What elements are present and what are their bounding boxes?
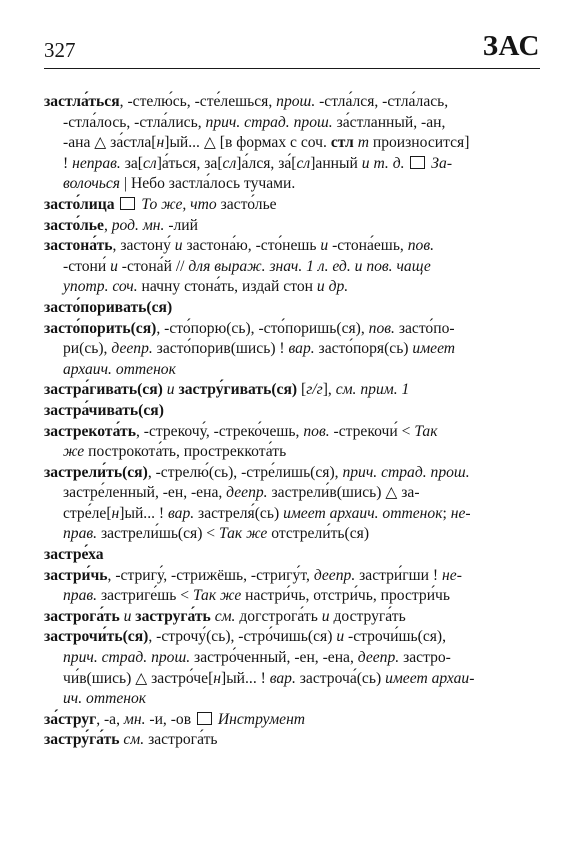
entry-line (44, 524, 540, 545)
entry-text: , -стригу́, -стрижёшь, -стригу́т, (107, 566, 314, 584)
entry-line (44, 401, 540, 422)
entry-text: засто́поря(сь) (314, 340, 413, 358)
entry-text: ! (63, 154, 73, 172)
dictionary-entry (44, 298, 540, 319)
entry-line (44, 627, 540, 648)
entry-text (115, 196, 119, 213)
headword: застона́ть (44, 237, 113, 255)
grammar-note: прич. страд. прош. (205, 113, 333, 131)
entry-line (44, 339, 540, 360)
dictionary-entry (44, 710, 540, 731)
entry-text: ри(сь), (63, 340, 112, 358)
grammar-note: и (123, 607, 132, 625)
dictionary-entry (44, 380, 540, 401)
entry-text: догстрога́ть (235, 607, 322, 625)
grammar-note: сл (143, 154, 157, 172)
grammar-note: волочься (63, 175, 121, 193)
grammar-note: же (63, 443, 85, 461)
entry-text (404, 155, 408, 172)
page-header (44, 28, 540, 68)
entry-line (44, 360, 540, 381)
grammar-note: вар. (168, 504, 195, 522)
grammar-note: прош. (276, 93, 316, 110)
dictionary-entries (44, 92, 540, 751)
grammar-note: пов. (303, 422, 330, 440)
grammar-note: не- (442, 566, 462, 584)
entry-line (44, 216, 540, 237)
entry-text: ]анный (310, 154, 362, 172)
entry-text: застона́ю, -сто́нешь (182, 237, 321, 255)
grammar-note: н (111, 504, 120, 522)
dictionary-entry (44, 607, 540, 628)
grammar-note: неправ. (72, 154, 121, 172)
entry-text: ; (442, 504, 451, 522)
entry-text: засто́по- (394, 319, 455, 337)
grammar-note: прич. страд. прош. (342, 463, 470, 481)
grammar-note: вар. (288, 340, 315, 358)
grammar-note: деепр. (111, 340, 153, 358)
entry-text: ]а́ться, за[ (156, 154, 223, 172)
grammar-note: архаич. оттенок (63, 360, 176, 378)
entry-line (44, 566, 540, 587)
grammar-note: пов. (368, 319, 395, 337)
dictionary-entry (44, 463, 540, 545)
entry-text: , -стрекочу́, -стреко́чешь, (135, 422, 304, 440)
dictionary-entry (44, 92, 540, 195)
entry-text: , (103, 216, 112, 234)
grammar-note: Инструмент (217, 710, 306, 728)
entry-line (44, 298, 540, 319)
grammar-note: сл (296, 154, 311, 172)
entry-text: произносится] (368, 134, 470, 152)
entry-text: стре́ле[ (63, 504, 112, 522)
grammar-note: н (156, 134, 165, 152)
entry-text: | Небо застла́лось тучами. (120, 175, 296, 193)
entry-line (44, 133, 540, 154)
headword: застри́чь (44, 566, 108, 584)
headword: застру́гивать(ся) (178, 381, 298, 399)
dictionary-entry (44, 627, 540, 709)
grammar-note: пов. (407, 237, 434, 255)
grammar-note: За- (431, 154, 453, 172)
grammar-note: н (213, 669, 222, 687)
page-number: 327 (44, 38, 76, 62)
grammar-note: деепр. (226, 484, 268, 502)
grammar-note: не- (450, 504, 471, 522)
entry-line (44, 586, 540, 607)
grammar-note: см. (214, 607, 236, 625)
entry-text: застрога́ть (144, 731, 218, 749)
entry-text: чи́в(шись) △ застро́че[ (63, 669, 214, 687)
headword: застрекота́ть (44, 422, 136, 440)
headword: застра́гивать(ся) (44, 381, 163, 399)
grammar-note: имеет архаич. оттенок (283, 504, 443, 522)
grammar-note: употр. соч. (63, 278, 138, 296)
entry-text: застри́гши ! (355, 566, 443, 584)
grammar-note: прав. (63, 587, 98, 605)
entry-text: , -сто́порю(сь), -сто́поришь(ся), (156, 319, 369, 337)
entry-text: за[ (120, 154, 143, 172)
entry-text: ], (322, 381, 336, 399)
entry-text: построкота́ть, простреккота́ть (84, 443, 287, 461)
entry-line (44, 648, 540, 669)
entry-text: засто́лье (216, 195, 277, 213)
grammar-note: см. прим. 1 (335, 381, 410, 399)
entry-line (44, 504, 540, 525)
entry-line (44, 113, 540, 134)
entry-text: -стла́лось, -стла́лись, (63, 113, 206, 131)
entry-line (44, 422, 540, 443)
grammar-note: сл (222, 154, 237, 172)
entry-text: ]ый... ! (119, 504, 168, 522)
grammar-note: и (336, 628, 345, 646)
grammar-note: Так же (219, 525, 268, 543)
entry-text: -стла́лся, -стла́лась, (315, 93, 449, 110)
entry-line (44, 154, 540, 175)
entry-text: , -стрелю́(сь), -стре́лишь(ся), (147, 463, 343, 481)
headword: засто́лье (44, 216, 104, 234)
dictionary-entry (44, 195, 540, 216)
entry-line (44, 174, 540, 195)
grammar-note: и (174, 237, 183, 255)
grammar-note: вар. (269, 669, 296, 687)
entry-line (44, 483, 540, 504)
meaning-box-icon (197, 712, 212, 725)
entry-text: застрели́шь(ся) < (97, 525, 220, 543)
entry-text: застре́ленный, -ен, -ена, (63, 484, 227, 502)
dictionary-entry (44, 545, 540, 566)
grammar-note: деепр. (357, 649, 400, 667)
entry-text: [ (297, 381, 307, 399)
entry-text: ]ый... ! (221, 669, 270, 687)
entry-line (44, 545, 540, 566)
headword: за́струг (44, 710, 97, 728)
dictionary-entry (44, 566, 540, 607)
entry-text: застрели́в(шись) △ за- (267, 484, 420, 502)
headword: застре́ха (44, 546, 104, 564)
entry-text: доструга́ть (329, 607, 406, 625)
grammar-note: и т. д. (361, 154, 405, 172)
entry-line (44, 730, 540, 751)
entry-text: засто́порив(шись) ! (152, 340, 289, 358)
entry-line (44, 195, 540, 216)
entry-line (44, 607, 540, 628)
entry-line (44, 236, 540, 257)
dictionary-entry (44, 319, 540, 381)
entry-text: отстрели́ть(ся) (267, 525, 370, 543)
meaning-box-icon (120, 197, 135, 210)
headword: застрели́ть(ся) (44, 463, 148, 481)
grammar-note: для выраж. знач. 1 л. ед. и пов. чаще (188, 257, 431, 275)
grammar-note: То же, что (141, 195, 217, 213)
entry-text: , -строчу́(сь), -стро́чишь(ся) (148, 628, 337, 646)
meaning-box-icon (410, 156, 425, 169)
entry-text: -стрекочи́ < (329, 422, 415, 440)
entry-text: ]ый... △ [в формах с соч. (164, 134, 331, 152)
entry-text: за́стланный, -ан, (332, 113, 446, 131)
grammar-note: см. (123, 731, 145, 749)
dictionary-entry (44, 216, 540, 237)
entry-text: застро- (399, 649, 451, 667)
entry-line (44, 669, 540, 690)
entry-text: -стона́й // (117, 257, 189, 275)
entry-text: -ана △ за́стла[ (63, 134, 157, 152)
entry-text: начну стона́ть, издай стон (137, 278, 317, 296)
entry-text: , -а, (96, 710, 124, 728)
entry-text: -строчи́шь(ся), (344, 628, 447, 646)
dictionary-entry (44, 730, 540, 751)
grammar-note: имеет (412, 340, 456, 358)
grammar-note: деепр. (313, 566, 356, 584)
headword: засто́порить(ся) (44, 319, 157, 337)
entry-text: -стони́ (63, 257, 111, 275)
header-rule (44, 68, 540, 69)
headword: застру́га́ть (44, 731, 120, 749)
dictionary-entry (44, 422, 540, 463)
dictionary-entry (44, 401, 540, 422)
entry-line (44, 277, 540, 298)
headword: застрога́ть (44, 607, 120, 625)
entry-line (44, 92, 540, 113)
grammar-note: прич. страд. прош. (63, 649, 191, 667)
grammar-note: род. мн. (111, 216, 165, 234)
entry-text: -лий (164, 216, 198, 234)
grammar-note: Так (414, 422, 438, 440)
entry-text: застро́ченный, -ен, -ена, (190, 649, 358, 667)
grammar-note: Так же (192, 587, 242, 605)
grammar-note: и (110, 257, 118, 275)
grammar-note: и др. (316, 278, 349, 296)
entry-line (44, 257, 540, 278)
headword: застла́ться (44, 93, 120, 110)
entry-text: настри́чь, отстри́чь, простри́чь (241, 587, 451, 605)
entry-line (44, 463, 540, 484)
entry-line (44, 319, 540, 340)
headword: засто́лица (44, 195, 115, 213)
grammar-note: и (320, 237, 329, 255)
entry-text: застроча́(сь) (295, 669, 386, 687)
headword: застра́чивать(ся) (44, 401, 164, 419)
headword: засто́поривать(ся) (44, 298, 173, 316)
entry-text: , застону́ (112, 237, 175, 255)
entry-line (44, 689, 540, 710)
entry-line (44, 442, 540, 463)
grammar-note: имеет архаи- (385, 669, 475, 687)
grammar-note: т (357, 134, 369, 152)
entry-text: застреля́(сь) (194, 504, 284, 522)
entry-text: -и, -ов (145, 710, 195, 728)
running-head: ЗАС (482, 30, 540, 62)
entry-text: застриге́шь < (97, 587, 193, 605)
dictionary-entry (44, 236, 540, 298)
grammar-note: и (321, 607, 330, 625)
entry-text: ]а́лся, за́[ (236, 154, 297, 172)
headword: заструга́ть (135, 607, 211, 625)
entry-text: -стона́ешь, (328, 237, 408, 255)
entry-text: , -стелю́сь, -сте́лешься, (119, 93, 277, 110)
grammar-note: и (166, 381, 175, 399)
headword: застрочи́ть(ся) (44, 628, 149, 646)
headword: стл (330, 134, 354, 152)
entry-line (44, 710, 540, 731)
grammar-note: мн. (123, 710, 146, 728)
entry-line (44, 380, 540, 401)
grammar-note: ич. оттенок (63, 690, 147, 708)
grammar-note: г/г (306, 381, 323, 399)
grammar-note: прав. (63, 525, 98, 543)
